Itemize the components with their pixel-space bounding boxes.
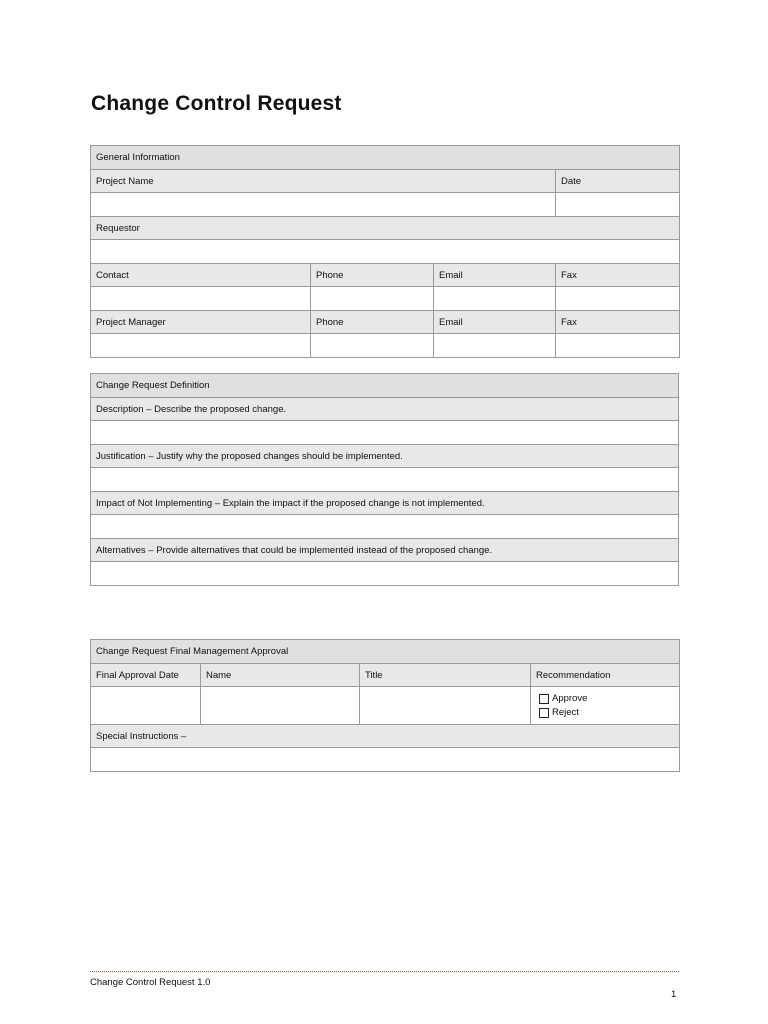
final-approval-date-label: Final Approval Date [91, 664, 201, 687]
special-instructions-label: Special Instructions – [91, 725, 680, 748]
email-label: Email [434, 264, 556, 287]
fax-field[interactable] [556, 287, 680, 311]
approve-label: Approve [552, 693, 588, 704]
special-instructions-field[interactable] [91, 748, 680, 772]
contact-field[interactable] [91, 287, 311, 311]
project-manager-label: Project Manager [91, 311, 311, 334]
approve-checkbox[interactable] [539, 694, 549, 704]
date-field[interactable] [556, 193, 680, 217]
pm-fax-label: Fax [556, 311, 680, 334]
pm-fax-field[interactable] [556, 334, 680, 358]
email-field[interactable] [434, 287, 556, 311]
recommendation-options [531, 687, 680, 725]
reject-label: Reject [552, 707, 579, 718]
project-name-label: Project Name [91, 170, 556, 193]
project-manager-field[interactable] [91, 334, 311, 358]
pm-email-field[interactable] [434, 334, 556, 358]
pm-phone-field[interactable] [311, 334, 434, 358]
description-field[interactable] [91, 421, 679, 445]
change-request-definition-heading: Change Request Definition [91, 374, 679, 398]
fax-label: Fax [556, 264, 680, 287]
change-request-definition-table [90, 373, 679, 586]
title-label: Title [360, 664, 531, 687]
requestor-label: Requestor [91, 217, 680, 240]
project-name-field[interactable] [91, 193, 556, 217]
phone-label: Phone [311, 264, 434, 287]
alternatives-label: Alternatives – Provide alternatives that could be implemented instead of the proposed change. [91, 539, 679, 562]
final-approval-heading: Change Request Final Management Approval [91, 640, 680, 664]
impact-label: Impact of Not Implementing – Explain the impact if the proposed change is not implemented. [91, 492, 679, 515]
requestor-field[interactable] [91, 240, 680, 264]
contact-label: Contact [91, 264, 311, 287]
pm-phone-label: Phone [311, 311, 434, 334]
alternatives-field[interactable] [91, 562, 679, 586]
reject-checkbox[interactable] [539, 708, 549, 718]
footer-divider [90, 971, 679, 972]
general-information-table [90, 145, 680, 358]
final-approval-date-field[interactable] [91, 687, 201, 725]
approver-name-field[interactable] [201, 687, 360, 725]
description-label: Description – Describe the proposed change. [91, 398, 679, 421]
reject-option[interactable] [539, 706, 674, 720]
justification-field[interactable] [91, 468, 679, 492]
footer-text: Change Control Request 1.0 [90, 977, 211, 988]
justification-label: Justification – Justify why the proposed changes should be implemented. [91, 445, 679, 468]
document-title: Change Control Request [91, 92, 342, 115]
recommendation-label: Recommendation [531, 664, 680, 687]
name-label: Name [201, 664, 360, 687]
date-label: Date [556, 170, 680, 193]
phone-field[interactable] [311, 287, 434, 311]
page-number: 1 [671, 989, 677, 1000]
pm-email-label: Email [434, 311, 556, 334]
approver-title-field[interactable] [360, 687, 531, 725]
impact-field[interactable] [91, 515, 679, 539]
final-approval-table [90, 639, 680, 772]
general-information-heading: General Information [91, 146, 680, 170]
approve-option[interactable] [539, 692, 674, 706]
